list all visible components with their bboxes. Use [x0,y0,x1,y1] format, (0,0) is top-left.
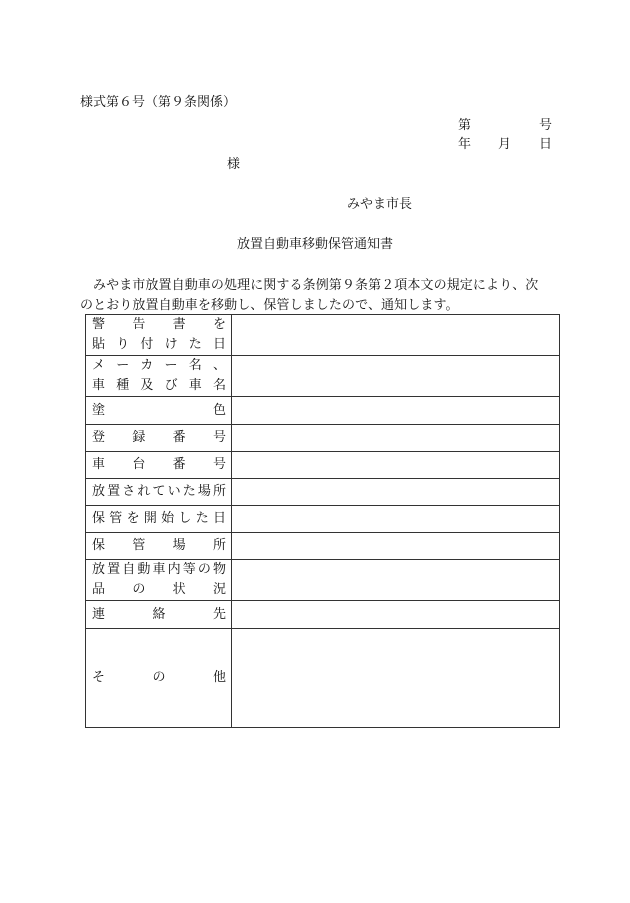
table-row [86,506,560,533]
row-value-field[interactable] [232,629,560,728]
table-row [86,356,560,397]
date-line [458,138,552,154]
row-label [86,601,232,629]
table-row [86,425,560,452]
row-label-line: 保管を開始した日 [92,511,226,526]
form-number: 様式第６号（第９条関係） [80,95,237,110]
date-month-label: 月 [498,137,512,152]
date-year-label: 年 [458,137,472,152]
table-row [86,629,560,728]
row-label-line: 品の状況 [92,582,226,597]
document-number-prefix: 第 [458,118,472,133]
row-label [86,425,232,452]
row-label [86,452,232,479]
row-label-line: その他 [92,670,226,685]
body-line-2: のとおり放置自動車を移動し、保管しましたので、通知します。 [80,298,459,313]
row-value-field[interactable] [232,601,560,629]
row-label [86,356,232,397]
row-value-field[interactable] [232,479,560,506]
row-value-field[interactable] [232,533,560,560]
row-value-field[interactable] [232,425,560,452]
row-label-line: 貼り付けた日 [92,337,226,352]
row-label-line: 車台番号 [92,457,226,472]
table-row [86,315,560,356]
table-row [86,452,560,479]
row-value-field[interactable] [232,315,560,356]
table-row [86,397,560,425]
row-label-line: 塗色 [92,402,226,418]
table-row [86,479,560,506]
row-value-field[interactable] [232,452,560,479]
document-title: 放置自動車移動保管通知書 [236,237,393,252]
row-value-field[interactable] [232,356,560,397]
row-label-line: 保管場所 [92,538,226,553]
row-label [86,479,232,506]
row-label [86,315,232,356]
body-text [80,276,552,316]
row-label-line: 登録番号 [92,430,226,445]
row-label [86,560,232,601]
row-label [86,397,232,425]
info-table [85,314,560,728]
row-label-line: 連絡先 [92,606,226,622]
date-day-label: 日 [539,137,553,152]
row-label [86,506,232,533]
row-label-line: 放置されていた場所 [92,484,226,499]
body-line-1: みやま市放置自動車の処理に関する条例第９条第２項本文の規定により、次 [93,278,539,293]
row-value-field[interactable] [232,397,560,425]
table-row [86,560,560,601]
row-label-line: 車種及び車名 [92,378,226,393]
table-row [86,533,560,560]
row-label [86,533,232,560]
document-number-date-block [458,119,552,155]
row-label-line: メーカー名、 [92,358,226,373]
row-label-line: 警告書を [92,317,226,332]
sender: みやま市長 [347,197,413,212]
table-row [86,601,560,629]
row-value-field[interactable] [232,506,560,533]
document-number-line [458,119,552,135]
row-label [86,629,232,728]
row-value-field[interactable] [232,560,560,601]
addressee-suffix: 様 [227,157,241,172]
document-number-suffix: 号 [539,118,553,133]
row-label-line: 放置自動車内等の物 [92,562,226,577]
